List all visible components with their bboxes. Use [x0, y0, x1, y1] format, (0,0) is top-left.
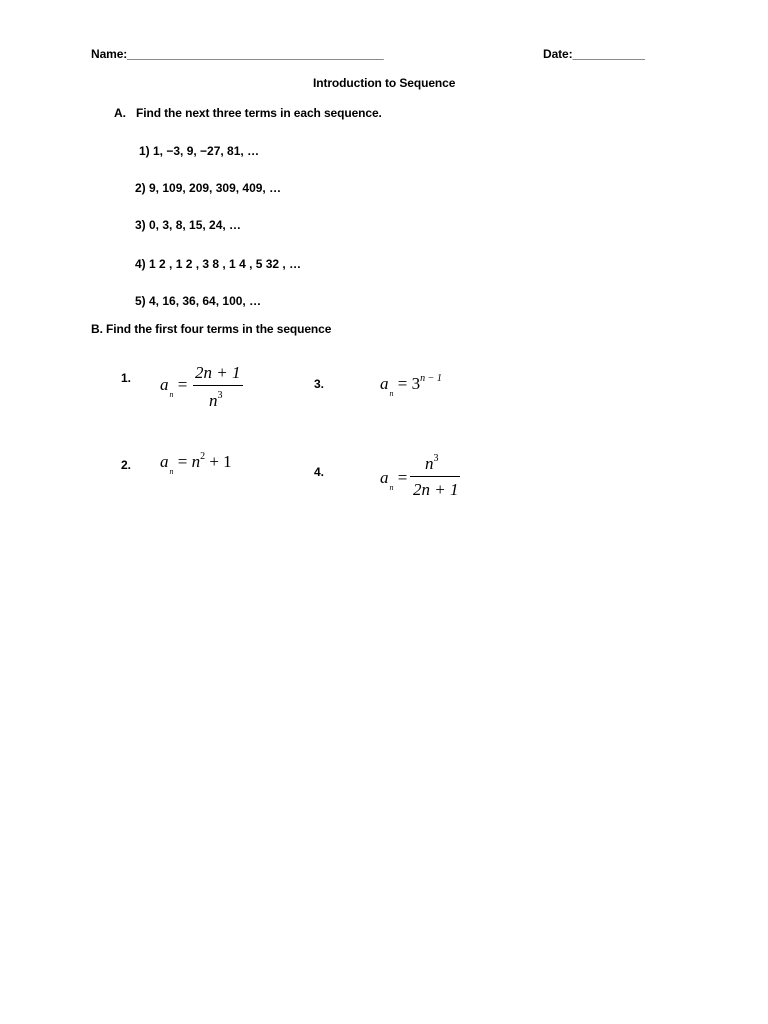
problem-4-lhs: $a_n$ =	[380, 468, 408, 492]
problem-1-number: 1.	[121, 371, 132, 385]
sequence-item-3: 3) 0, 3, 8, 15, 24, …	[135, 218, 242, 232]
problem-1-numerator: 2n + 1	[195, 363, 241, 382]
date-field-label: Date:___________	[543, 47, 645, 61]
problem-4-denominator: 2n + 1	[413, 480, 459, 499]
sequence-item-5: 5) 4, 16, 36, 64, 100, …	[135, 294, 262, 308]
problem-1-denominator: $n^3$	[209, 390, 223, 410]
problem-1-fraction-bar	[193, 385, 243, 386]
sequence-item-2: 2) 9, 109, 209, 309, 409, …	[135, 181, 282, 195]
section-b-heading: B. Find the first four terms in the sequence	[91, 322, 332, 336]
problem-2-number: 2.	[121, 458, 132, 472]
problem-4-numerator: $n^3$	[425, 453, 439, 473]
problem-1-lhs: $a_n$ =	[160, 375, 188, 399]
problem-4-fraction-bar	[410, 476, 460, 477]
sequence-item-4: 4) 1 2 , 1 2 , 3 8 , 1 4 , 5 32 , …	[135, 257, 302, 271]
section-a-letter: A.	[114, 106, 126, 120]
problem-3-formula: $a_n = 3^{n - 1}$	[380, 373, 442, 398]
sequence-item-1: 1) 1, −3, 9, −27, 81, …	[139, 144, 260, 158]
problem-3-number: 3.	[314, 377, 325, 391]
name-field-label: Name:_______________________________________	[91, 47, 384, 61]
page-title: Introduction to Sequence	[313, 76, 456, 90]
section-a-heading: Find the next three terms in each sequence.	[136, 106, 382, 120]
problem-4-number: 4.	[314, 465, 325, 479]
problem-2-formula: $a_n = n^2 + 1$	[160, 451, 232, 476]
